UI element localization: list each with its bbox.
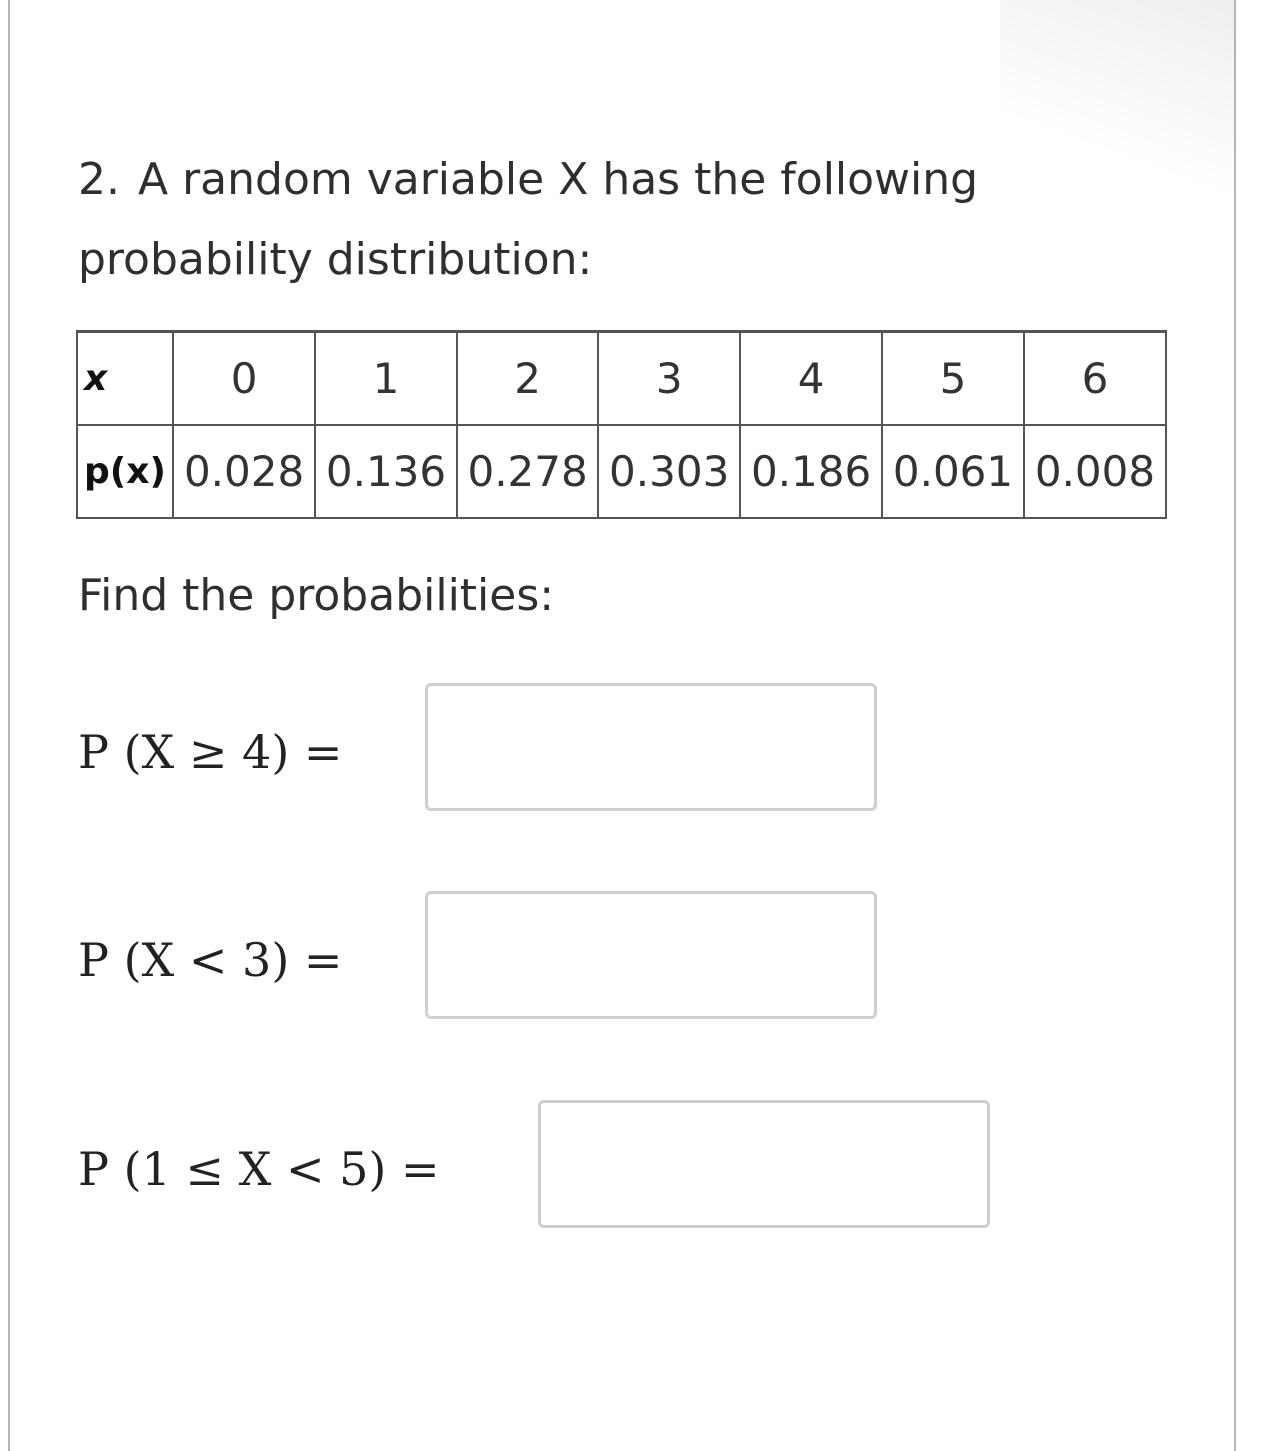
table-header-px: p(x) — [77, 425, 173, 518]
distribution-table-container — [76, 330, 1167, 521]
question-text — [78, 140, 1138, 300]
equation-p-x-lt-3: P (X < 3) = — [78, 933, 343, 987]
right-border — [1234, 0, 1236, 1451]
question-number: 2. — [78, 154, 120, 205]
table-cell-x-1: 1 — [315, 332, 457, 426]
table-cell-p-1: 0.136 — [315, 425, 457, 518]
table-cell-p-2: 0.278 — [457, 425, 598, 518]
instruction-text: Find the probabilities: — [78, 570, 555, 621]
table-cell-x-4: 4 — [740, 332, 882, 426]
table-cell-x-6: 6 — [1024, 332, 1166, 426]
distribution-table — [76, 330, 1167, 519]
table-cell-p-4: 0.186 — [740, 425, 882, 518]
answer-input-p-x-ge-4[interactable] — [425, 683, 877, 811]
table-cell-p-6: 0.008 — [1024, 425, 1166, 518]
table-cell-x-3: 3 — [598, 332, 740, 426]
table-cell-x-0: 0 — [173, 332, 315, 426]
table-cell-x-5: 5 — [882, 332, 1024, 426]
answer-input-p-x-lt-3[interactable] — [425, 891, 877, 1019]
question-body: A random variable X has the following probability distribution: — [78, 154, 979, 285]
equation-p-x-ge-4: P (X ≥ 4) = — [78, 725, 343, 779]
answer-input-p-1-le-x-lt-5[interactable] — [538, 1100, 990, 1228]
table-row-px — [77, 425, 1166, 518]
left-border — [8, 0, 10, 1451]
table-row-x — [77, 332, 1166, 426]
table-cell-p-5: 0.061 — [882, 425, 1024, 518]
equation-p-1-le-x-lt-5: P (1 ≤ X < 5) = — [78, 1142, 440, 1196]
table-cell-p-0: 0.028 — [173, 425, 315, 518]
table-cell-p-3: 0.303 — [598, 425, 740, 518]
table-header-x: x — [77, 332, 173, 426]
table-cell-x-2: 2 — [457, 332, 598, 426]
